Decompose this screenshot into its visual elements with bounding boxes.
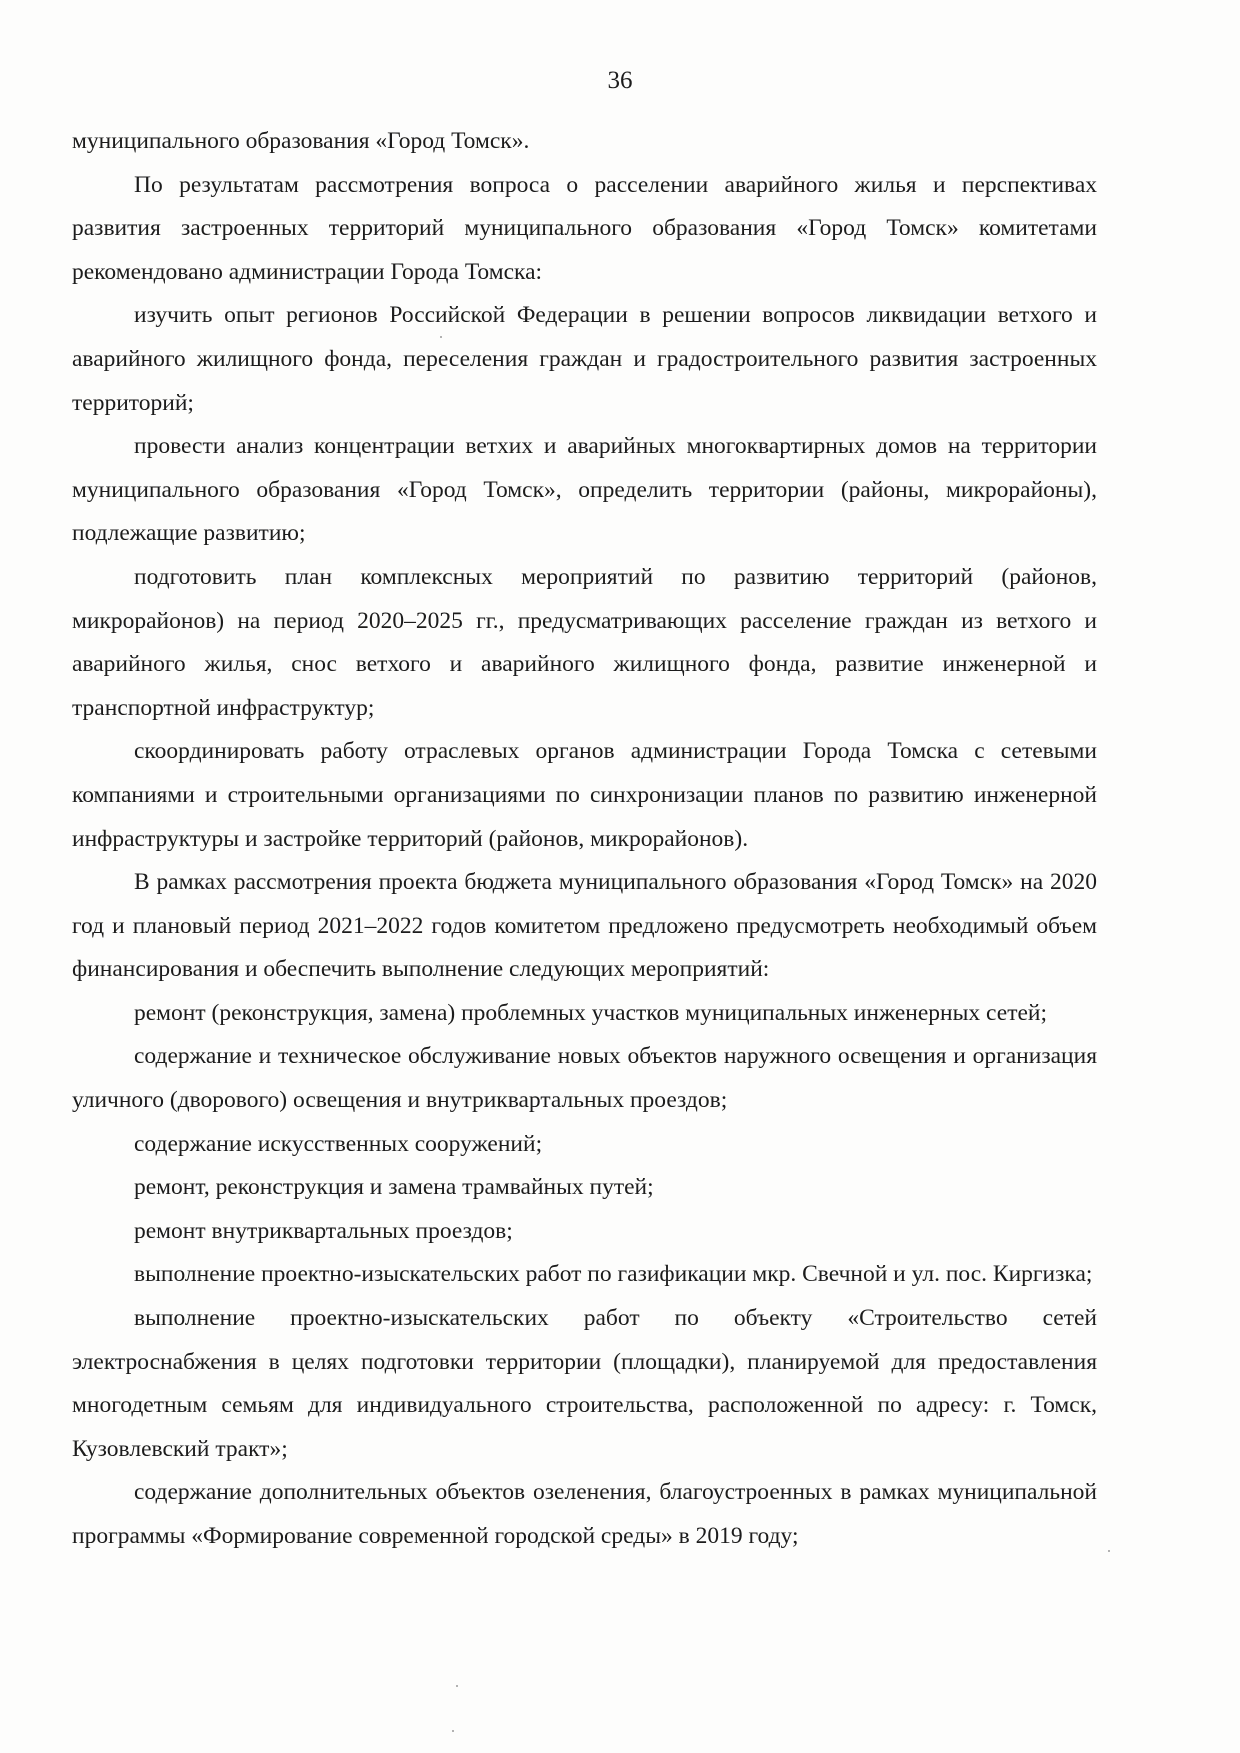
list-item-power-grid-survey: выполнение проектно-изыскательских работ по объекту «Строительство сетей электроснабжения в целях подготовки территории (площадки), планируемой для предоставления многодетным семьям для индивидуального строительства, расположенной по адресу: г. Томск, Кузовлевский тракт»; — [72, 1305, 1097, 1462]
paragraph-study-regions-experience: изучить опыт регионов Российской Федерации в решении вопросов ликвидации ветхого и аварийного жилищного фонда, переселения граждан и градостроительного развития застроенных территорий; — [72, 302, 1097, 416]
scan-speck — [456, 1685, 458, 1687]
document-body — [72, 120, 1097, 1559]
paragraph-continuation: муниципального образования «Город Томск». — [72, 128, 530, 154]
scan-speck — [440, 336, 442, 338]
list-item-network-repair: ремонт (реконструкция, замена) проблемных участков муниципальных инженерных сетей; — [134, 999, 1048, 1026]
scan-speck — [1108, 1550, 1110, 1552]
paragraph-prepare-development-plan: подготовить план комплексных мероприятий по развитию территорий (районов, микрорайонов) на период 2020–2025 гг., предусматривающих расселение граждан из ветхого и аварийного жилья, снос ветхого и аварийного жилищного фонда, развитие инженерной и транспортной инфраструктур; — [72, 563, 1097, 721]
list-item-tram-tracks: ремонт, реконструкция и замена трамвайных путей; — [134, 1174, 654, 1201]
list-item-artificial-structures: содержание искусственных сооружений; — [134, 1130, 543, 1157]
scan-speck — [452, 1730, 454, 1732]
paragraph-budget-proposal: В рамках рассмотрения проекта бюджета муниципального образования «Город Томск» на 2020 год и плановый период 2021–2022 годов комитетом предложено предусмотреть необходимый объем финансирования и обеспечить выполнение следующих мероприятий: — [72, 869, 1097, 983]
paragraph-coordinate-work: скоординировать работу отраслевых органов администрации Города Томска с сетевыми компаниями и строительными организациями по синхронизации планов по развитию инженерной инфраструктуры и застройке территорий (районов, микрорайонов). — [72, 738, 1097, 852]
list-item-gasification-survey: выполнение проектно-изыскательских работ по газификации мкр. Свечной и ул. пос. Киргизка; — [134, 1261, 1093, 1288]
list-item-lighting-maintenance: содержание и техническое обслуживание новых объектов наружного освещения и организация уличного (дворового) освещения и внутриквартальных проездов; — [72, 1043, 1097, 1114]
list-item-landscaping-maintenance: содержание дополнительных объектов озеленения, благоустроенных в рамках муниципальной программы «Формирование современной городской среды» в 2019 году; — [72, 1479, 1097, 1549]
list-item-intra-block-passages: ремонт внутриквартальных проездов; — [134, 1217, 513, 1244]
paragraph-analyze-housing-concentration: провести анализ концентрации ветхих и аварийных многоквартирных домов на территории муниципального образования «Город Томск», определить территории (районы, микрорайоны), подлежащие развитию; — [72, 433, 1097, 547]
paragraph-committee-recommendations: По результатам рассмотрения вопроса о расселении аварийного жилья и перспективах развития застроенных территорий муниципального образования «Город Томск» комитетами рекомендовано администрации Города Томска: — [72, 171, 1097, 285]
page-number: 36 — [607, 67, 633, 94]
